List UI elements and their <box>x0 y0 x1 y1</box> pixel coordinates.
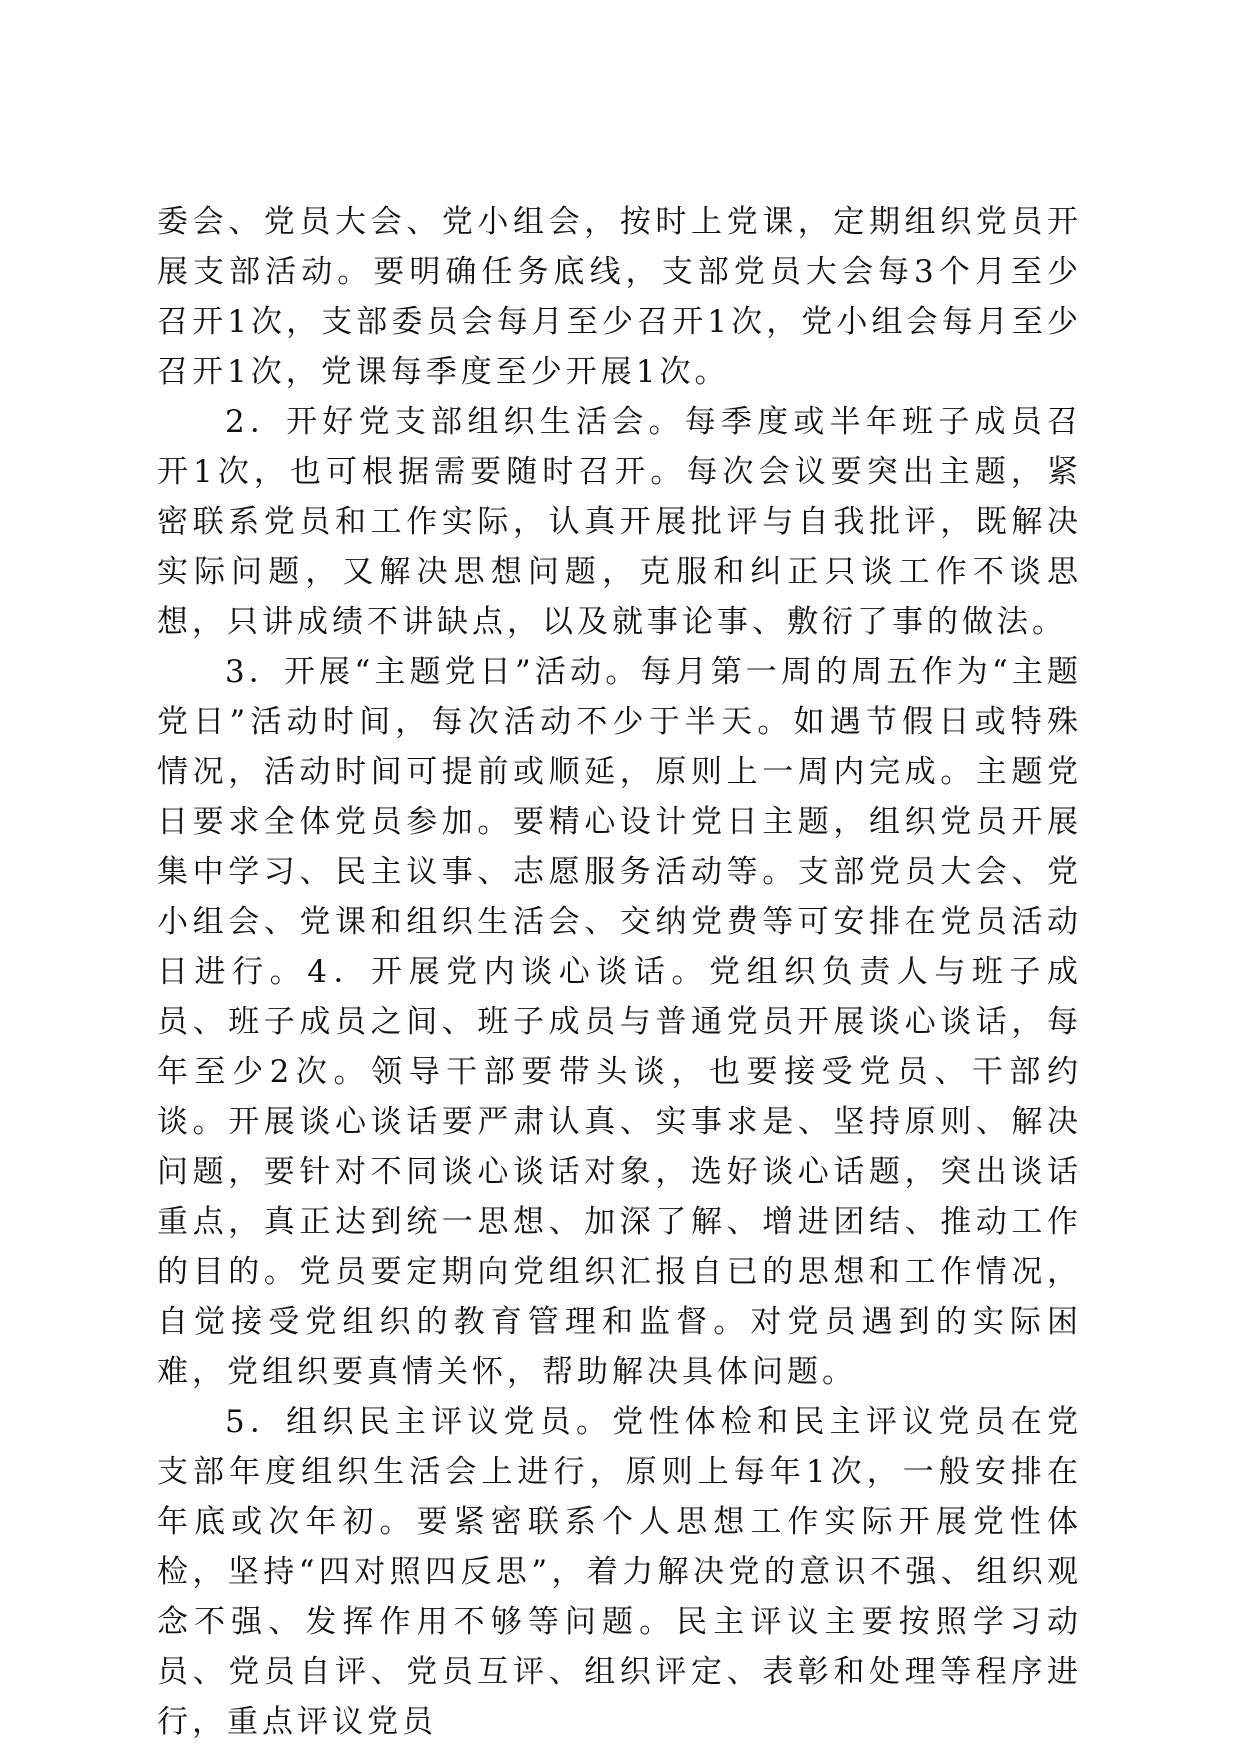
paragraph-item-2: 2．开好党支部组织生活会。每季度或半年班子成员召开1次，也可根据需要随时召开。每次会议要突出主题，紧密联系党员和工作实际，认真开展批评与自我批评，既解决实际问题，又解决思想问题，克服和纠正只谈工作不谈思想，只讲成绩不讲缺点，以及就事论事、敷衍了事的做法。 <box>157 404 1082 640</box>
paragraph-item-3-4: 3．开展“主题党日”活动。每月第一周的周五作为“主题党日”活动时间，每次活动不少于半天。如遇节假日或特殊情况，活动时间可提前或顺延，原则上一周内完成。主题党日要求全体党员参加。要精心设计党日主题，组织党员开展集中学习、民主议事、志愿服务活动等。支部党员大会、党小组会、党课和组织生活会、交纳党费等可安排在党员活动日进行。4．开展党内谈心谈话。党组织负责人与班子成员、班子成员之间、班子成员与普通党员开展谈心谈话，每年至少2次。领导干部要带头谈，也要接受党员、干部约谈。开展谈心谈话要严肃认真、实事求是、坚持原则、解决问题，要针对不同谈心谈话对象，选好谈心话题，突出谈话重点，真正达到统一思想、加深了解、增进团结、推动工作的目的。党员要定期向党组织汇报自已的思想和工作情况，自觉接受党组织的教育管理和监督。对党员遇到的实际困难，党组织要真情关怀，帮助解决具体问题。 <box>157 654 1082 1390</box>
document-body <box>157 197 1082 1747</box>
paragraph-item-5: 5．组织民主评议党员。党性体检和民主评议党员在党支部年度组织生活会上进行，原则上每年1次，一般安排在年底或次年初。要紧密联系个人思想工作实际开展党性体检，坚持“四对照四反思”，着力解决党的意识不强、组织观念不强、发挥作用不够等问题。民主评议主要按照学习动员、党员自评、党员互评、组织评定、表彰和处理等程序进行，重点评议党员 <box>157 1404 1082 1740</box>
paragraph-continuation: 委会、党员大会、党小组会，按时上党课，定期组织党员开展支部活动。要明确任务底线，支部党员大会每3个月至少召开1次，支部委员会每月至少召开1次，党小组会每月至少召开1次，党课每季度至少开展1次。 <box>157 204 1082 390</box>
